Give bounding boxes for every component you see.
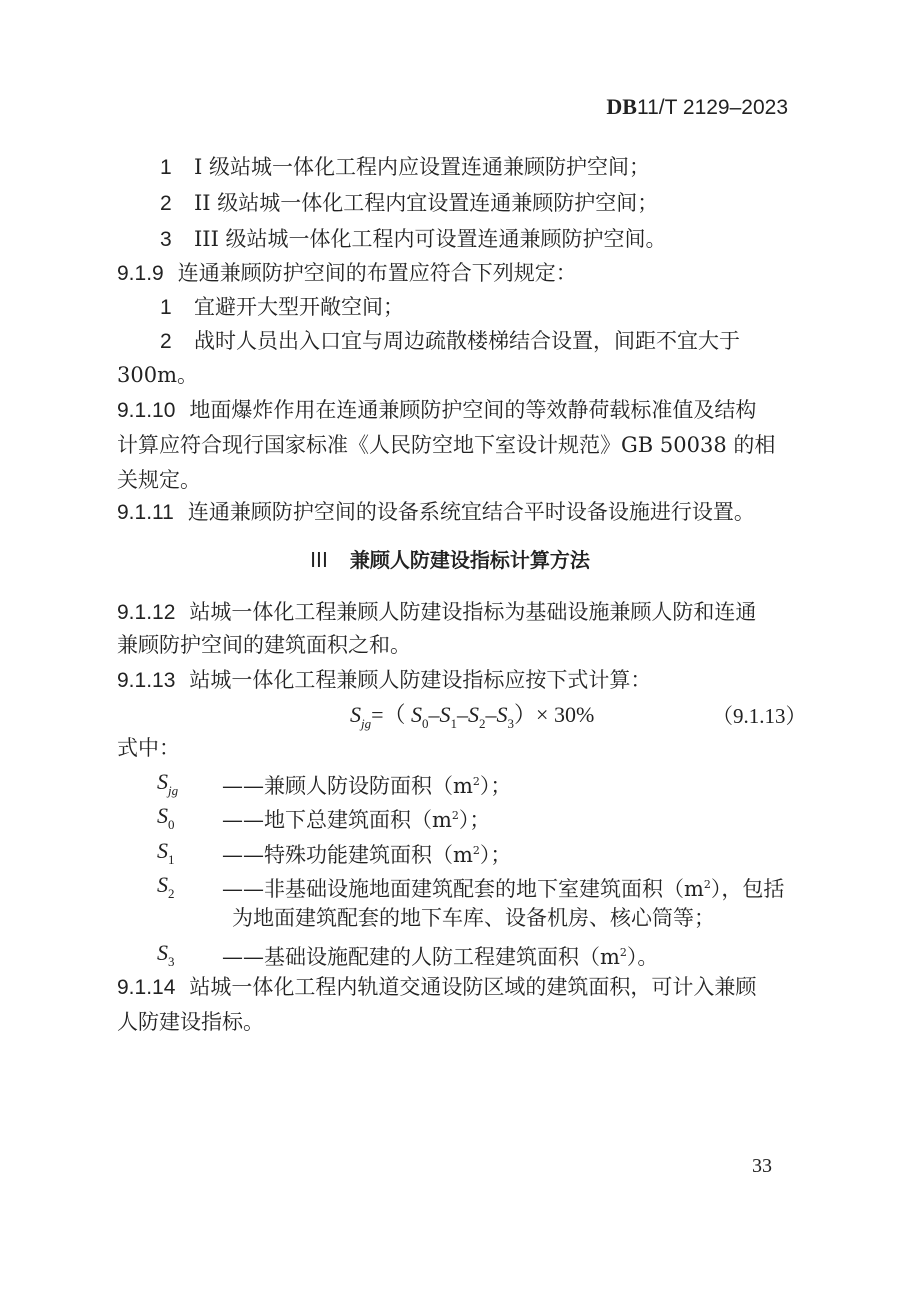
formula-symbol: S [411, 702, 423, 727]
formula-operator: – [485, 702, 497, 727]
variable-symbol [157, 801, 217, 840]
variable-definition [222, 836, 511, 870]
section-title [0, 545, 900, 575]
item-text: 战时人员出入口宜与周边疏散楼梯结合设置，间距不宜大于 [194, 329, 740, 353]
list-item [160, 292, 900, 323]
clause-9-1-12 [117, 597, 900, 628]
page-number: 33 [752, 1155, 772, 1177]
definition-text: ——地下总建筑面积（m [222, 808, 452, 832]
section-heading: 兼顾人防建设指标计算方法 [349, 548, 590, 572]
definition-end: ）。 [626, 945, 659, 969]
clause-text-continued: 计算应符合现行国家标准《人民防空地下室设计规范》GB 50038 的相 [117, 433, 776, 457]
clause-text: 连通兼顾防护空间的设备系统宜结合平时设备设施进行设置。 [187, 500, 755, 524]
definition-text: ——基础设施配建的人防工程建筑面积（m [222, 945, 620, 969]
definition-text: ——特殊功能建筑面积（m [222, 843, 473, 867]
definition-text: ——兼顾人防设防面积（m [222, 774, 473, 798]
symbol-letter: S [157, 803, 168, 828]
clause-number: 9.1.9 [117, 262, 164, 285]
variable-definition [222, 767, 511, 801]
unit-superscript: 2 [619, 946, 627, 959]
clause-9-1-9 [117, 258, 900, 289]
symbol-subscript: 0 [168, 817, 175, 832]
clause-9-1-11 [117, 497, 900, 528]
item-number: 1 [160, 296, 172, 319]
clause-number: 9.1.10 [117, 399, 176, 422]
formula-subscript: 1 [450, 716, 458, 731]
formula-operator: – [457, 702, 469, 727]
clause-number: 9.1.11 [117, 501, 174, 524]
definition-continued: 为地面建筑配套的地下车库、设备机房、核心筒等； [232, 906, 715, 930]
item-number: 2 [160, 192, 172, 215]
standard-code-number: 11/T 2129–2023 [636, 96, 788, 119]
formula-subscript: jg [361, 716, 372, 731]
clause-9-1-10 [117, 395, 900, 426]
formula-operator: ）× 30% [514, 702, 595, 727]
definition-end: ）； [479, 774, 512, 798]
clause-number: 9.1.12 [117, 601, 176, 624]
equation-number: （9.1.13） [712, 704, 807, 728]
clause-number: 9.1.13 [117, 669, 176, 692]
unit-superscript: 2 [472, 844, 480, 857]
variable-symbol [157, 870, 217, 909]
clause-text: 地面爆炸作用在连通兼顾防护空间的等效静荷载标准值及结构 [189, 398, 757, 422]
formula-subscript: 0 [422, 716, 429, 731]
symbol-letter: S [157, 769, 168, 794]
definition-end: ），包括 [710, 877, 785, 901]
formula-subscript: 3 [507, 716, 515, 731]
variable-definition [222, 801, 490, 835]
formula-symbol: S [468, 702, 480, 727]
symbol-subscript: 1 [168, 852, 175, 867]
list-item [160, 152, 900, 183]
unit-superscript: 2 [472, 775, 480, 788]
item-text: 宜避开大型开敞空间； [194, 295, 404, 319]
item-text: III 级站城一体化工程内可设置连通兼顾防护空间。 [194, 227, 667, 251]
unit-superscript: 2 [703, 878, 711, 891]
clause-text: 站城一体化工程兼顾人防建设指标为基础设施兼顾人防和连通 [189, 600, 757, 624]
formula-symbol: S [496, 702, 508, 727]
symbol-subscript: 3 [168, 954, 175, 969]
clause-9-1-13 [117, 665, 900, 696]
item-continuation: 300m。 [117, 363, 198, 387]
unit-superscript: 2 [451, 809, 459, 822]
clause-text: 站城一体化工程兼顾人防建设指标应按下式计算： [189, 668, 652, 692]
item-text: II 级站城一体化工程内宜设置连通兼顾防护空间； [194, 191, 659, 215]
clause-text-continued: 兼顾防护空间的建筑面积之和。 [117, 633, 411, 657]
definition-end: ）； [479, 843, 512, 867]
standard-code-prefix: DB [606, 94, 637, 119]
formula-operator: – [428, 702, 440, 727]
symbol-subscript: 2 [168, 886, 175, 901]
definition-end: ）； [458, 808, 491, 832]
formula-subscript: 2 [479, 716, 486, 731]
symbol-letter: S [157, 838, 168, 863]
formula-operator: =（ [371, 702, 406, 727]
symbol-subscript: jg [168, 783, 179, 798]
where-label: 式中： [117, 736, 180, 760]
variable-definition [222, 938, 658, 972]
variable-definition [222, 870, 784, 904]
list-item [160, 224, 900, 255]
clause-number: 9.1.14 [117, 976, 176, 999]
clause-9-1-14 [117, 972, 900, 1003]
item-number: 1 [160, 156, 172, 179]
item-number: 3 [160, 228, 172, 251]
list-item [160, 188, 900, 219]
definition-text: ——非基础设施地面建筑配套的地下室建筑面积（m [222, 877, 704, 901]
item-number: 2 [160, 330, 172, 353]
formula-symbol: S [439, 702, 451, 727]
clause-text-continued: 关规定。 [117, 468, 201, 492]
symbol-letter: S [157, 872, 168, 897]
clause-text: 连通兼顾防护空间的布置应符合下列规定： [177, 261, 577, 285]
list-item [160, 326, 900, 357]
standard-code-header [606, 94, 788, 120]
item-text: I 级站城一体化工程内应设置连通兼顾防护空间； [194, 155, 650, 179]
clause-text-continued: 人防建设指标。 [117, 1010, 264, 1034]
formula-symbol: S [350, 702, 361, 727]
section-numeral: III [310, 548, 328, 572]
clause-text: 站城一体化工程内轨道交通设防区域的建筑面积，可计入兼顾 [189, 975, 757, 999]
symbol-letter: S [157, 940, 168, 965]
